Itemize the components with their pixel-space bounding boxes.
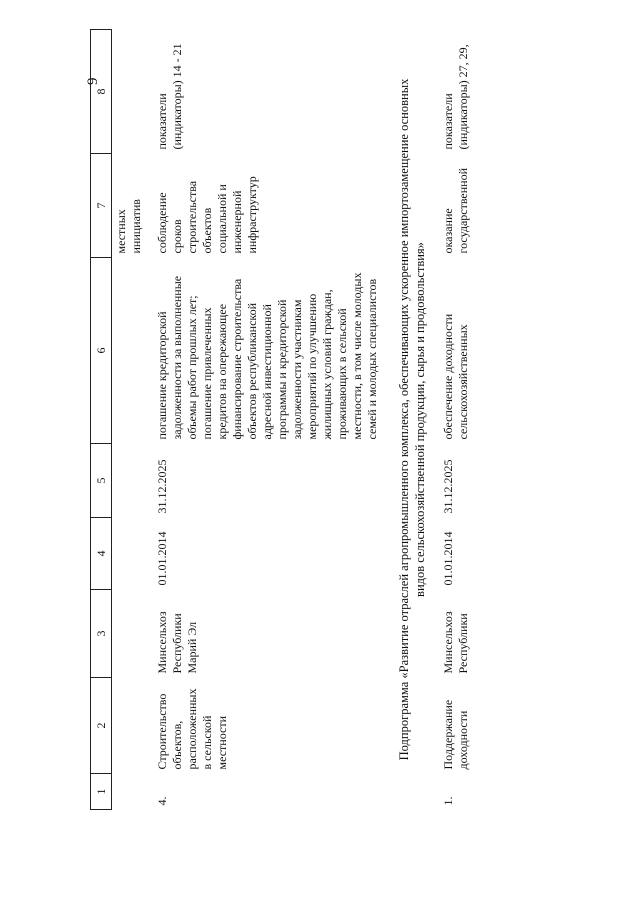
continued-result-cell: местных инициатив [114, 199, 143, 254]
column-header-2: 2 [91, 678, 112, 774]
start-date: 01.01.2014 [441, 531, 456, 586]
column-header-6: 6 [91, 258, 112, 444]
start-date: 01.01.2014 [155, 531, 169, 586]
column-header-1: 1 [91, 774, 112, 810]
column-number-header-row [91, 30, 112, 810]
row-number: 1. [441, 796, 456, 806]
expected-result: соблюдение сроков строительства объектов социальной и инженерной инфраструктур [155, 176, 259, 254]
subprogram-heading-row [383, 30, 438, 810]
table-row [152, 30, 383, 810]
continued-row [112, 30, 153, 810]
subprogram-heading: Подпрограмма «Развитие отраслей агропромышленного комплекса, обеспечивающих ускоренное импортозамещение основных видов сельскохозяйственной продукции, сырья и продовольствия» [397, 78, 427, 761]
program-activities-table [90, 29, 474, 810]
table-row [438, 30, 474, 810]
rotated-table-sheet [90, 30, 570, 810]
column-header-4: 4 [91, 518, 112, 590]
end-date: 31.12.2025 [155, 459, 169, 514]
column-header-8: 8 [91, 30, 112, 154]
row-number: 4. [155, 796, 169, 806]
activity-description: погашение кредиторской задолженности за выполненные объемы работ прошлых лет; погашение привлеченных кредитов на опережающее финансирование строительства объектов республиканской адресной инвестиционной программы и кредиторской задолженности участникам мероприятий по улучшению жилищных условий граждан, проживающих в сельской местности, в том числе молодых семей и молодых специалистов [155, 272, 379, 440]
column-header-3: 3 [91, 590, 112, 678]
column-header-7: 7 [91, 154, 112, 258]
expected-result: оказание государственной [441, 167, 471, 254]
page-number: 9 [85, 77, 101, 85]
indicators: показатели (индикаторы) 14 - 21 [155, 43, 184, 150]
indicators: показатели (индикаторы) 27, 29, [441, 44, 471, 150]
executor: Минсельхоз Республики Марий Эл [155, 611, 199, 674]
end-date: 31.12.2025 [441, 459, 456, 514]
activity-name: Поддержание доходности [441, 699, 471, 770]
column-header-5: 5 [91, 444, 112, 518]
activity-description: обеспечение доходности сельскохозяйственных [441, 313, 471, 440]
activity-name: Строительство объектов, расположенных в сельской местности [155, 688, 229, 770]
executor: Минсельхоз Республики [441, 611, 471, 674]
